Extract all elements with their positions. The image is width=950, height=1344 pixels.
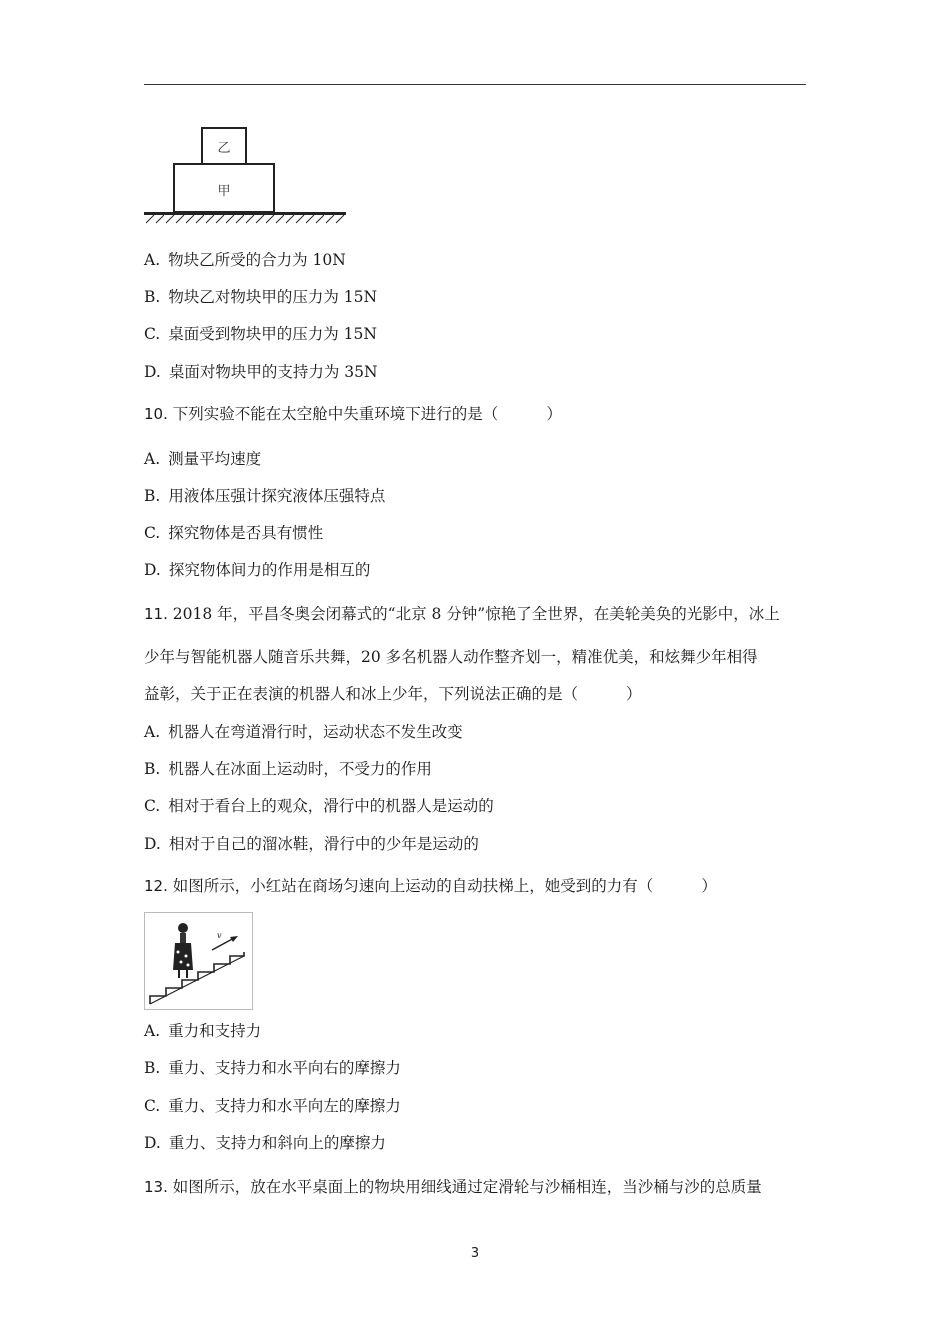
q12-option-a: A. 重力和支持力: [144, 1022, 262, 1040]
q11-option-c: C. 相对于看台上的观众，滑行中的机器人是运动的: [144, 797, 494, 815]
q9-option-d: D. 桌面对物块甲的支持力为 35N: [144, 363, 378, 381]
q12-option-b: B. 重力、支持力和水平向右的摩擦力: [144, 1059, 401, 1077]
q11-stem-line-2: 少年与智能机器人随音乐共舞，20 多名机器人动作整齐划一，精准优美，和炫舞少年相得: [144, 648, 758, 666]
girl-figure: [173, 923, 193, 978]
q9-option-c: C. 桌面受到物块甲的压力为 15N: [144, 325, 377, 343]
escalator-figure: [144, 912, 254, 1010]
velocity-label: v: [217, 931, 222, 940]
stacked-blocks-figure: [144, 126, 346, 224]
table-hatching: [146, 215, 344, 223]
q10-option-d: D. 探究物体间力的作用是相互的: [144, 561, 371, 579]
q10-stem: 10. 下列实验不能在太空舱中失重环境下进行的是（ ）: [144, 405, 562, 423]
q11-option-a: A. 机器人在弯道滑行时，运动状态不发生改变: [144, 723, 463, 741]
header-rule: [144, 84, 806, 85]
q12-option-d: D. 重力、支持力和斜向上的摩擦力: [144, 1134, 386, 1152]
block-jia-label: 甲: [217, 184, 231, 199]
block-yi-label: 乙: [217, 141, 231, 156]
table-surface: [144, 212, 346, 215]
q11-option-b: B. 机器人在冰面上运动时，不受力的作用: [144, 760, 432, 778]
q10-option-b: B. 用液体压强计探究液体压强特点: [144, 487, 386, 505]
q9-option-a: A. 物块乙所受的合力为 10N: [144, 251, 346, 269]
q9-option-b: B. 物块乙对物块甲的压力为 15N: [144, 288, 378, 306]
q13-stem: 13. 如图所示，放在水平桌面上的物块用细线通过定滑轮与沙桶相连，当沙桶与沙的总质量: [144, 1178, 762, 1196]
q11-stem-line-3: 益彰，关于正在表演的机器人和冰上少年，下列说法正确的是（ ）: [144, 685, 642, 703]
q12-option-c: C. 重力、支持力和水平向左的摩擦力: [144, 1097, 401, 1115]
q10-option-c: C. 探究物体是否具有惯性: [144, 524, 324, 542]
q11-option-d: D. 相对于自己的溜冰鞋，滑行中的少年是运动的: [144, 835, 479, 853]
page-number: 3: [470, 1246, 480, 1261]
q10-option-a: A. 测量平均速度: [144, 450, 262, 468]
q11-stem-line-1: 11. 2018 年，平昌冬奥会闭幕式的“北京 8 分钟”惊艳了全世界，在美轮美奂的光影中，冰上: [144, 605, 780, 623]
q12-stem: 12. 如图所示，小红站在商场匀速向上运动的自动扶梯上，她受到的力有（ ）: [144, 877, 717, 895]
